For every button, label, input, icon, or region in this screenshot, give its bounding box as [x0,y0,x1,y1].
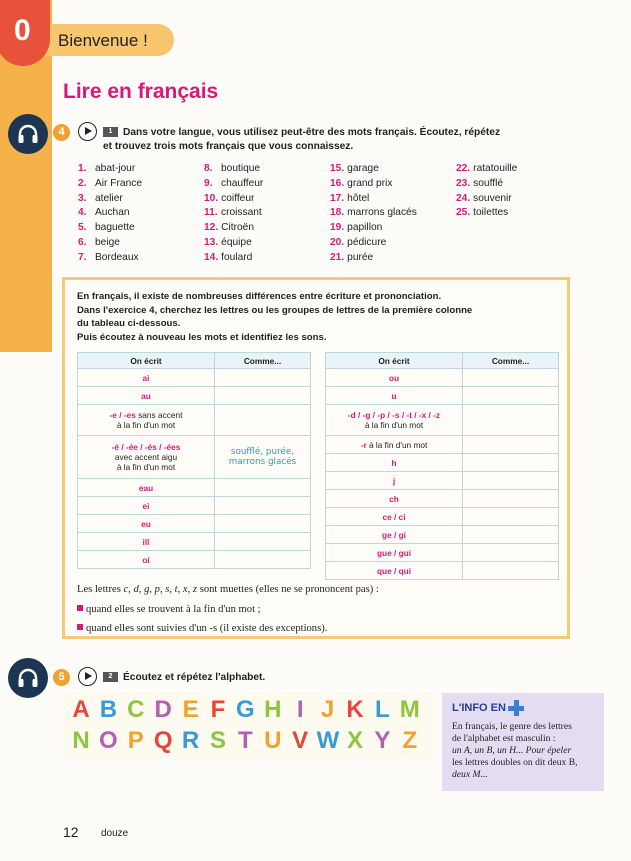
info-text [452,721,597,781]
alphabet-letter: A [72,696,90,723]
word-item [330,206,417,221]
word-number: 22. [456,163,471,174]
answer-cell[interactable] [463,472,559,490]
table-cell: h [326,454,463,472]
alphabet-letter: Z [402,727,418,754]
cell-text: avec accent aigu [114,452,178,462]
audio-headphones-icon[interactable] [8,658,48,698]
word-item [204,251,263,266]
exercise-instruction: Écoutez et répétez l'alphabet. [123,672,266,683]
alphabet-letter: S [209,727,226,754]
info-line: En français, le genre des lettres [452,721,572,732]
word-number: 21. [330,251,345,263]
word-text: souvenir [473,192,512,204]
track-number: 1 [103,127,118,137]
alphabet-letter: R [181,727,200,754]
sound-table-left [77,352,311,569]
word-text: Citroën [221,222,255,234]
table-cell [78,405,215,436]
answer-cell[interactable] [463,405,559,436]
word-number: 19. [330,222,345,234]
word-number: 8. [204,163,213,174]
word-number: 18. [330,207,345,219]
alphabet-letter: G [236,696,255,723]
table-cell: ce / ci [326,508,463,526]
track-number: 2 [103,672,118,682]
word-text: hôtel [347,192,370,204]
word-number: 12. [204,222,219,234]
word-number: 15. [330,163,345,174]
alphabet-letter: J [320,696,335,723]
section-title: Lire en français [63,80,219,103]
table-cell: eau [78,479,215,497]
word-item [78,206,142,221]
word-text: boutique [221,163,261,174]
intro-line: En français, il existe de nombreuses différences entre écriture et prononciation. [77,291,442,302]
alphabet-letter: U [264,727,282,754]
alphabet-letter: D [154,696,172,723]
exercise-number: 4 [53,124,70,141]
table-cell: u [326,387,463,405]
word-text: équipe [221,236,252,248]
answer-cell[interactable] [463,526,559,544]
alphabet-letter: E [182,696,199,723]
word-item [204,162,263,177]
handwritten-answer: marrons glacés [228,457,297,467]
alphabet-grid [62,692,434,758]
answer-cell[interactable] [215,551,311,569]
cell-text: sans accent [135,410,183,420]
word-text: pédicure [347,236,387,248]
plus-icon [508,700,524,716]
answer-cell[interactable] [463,544,559,562]
word-item [330,192,417,207]
table-cell [326,436,463,454]
word-item [330,221,417,236]
word-item [204,206,263,221]
table-cell: que / qui [326,562,463,580]
word-item [78,177,142,192]
word-number: 1. [78,163,87,174]
alphabet-letter: N [72,727,90,754]
word-number: 14. [204,251,219,263]
intro-line: du tableau ci-dessous. [77,318,181,330]
alphabet-letter: C [127,696,145,723]
word-item [78,251,142,266]
word-text: foulard [221,251,253,263]
word-text: grand prix [347,177,393,189]
answer-cell[interactable] [215,436,311,479]
rule-bullet [77,623,327,634]
word-number: 9. [204,177,213,189]
chapter-number: 0 [14,14,31,47]
alphabet-letter: W [316,727,340,754]
word-item [456,192,517,207]
bullet-icon [77,605,83,611]
word-text: atelier [95,192,123,204]
rule-text: Les lettres [77,584,124,595]
word-number: 13. [204,236,219,248]
alphabet-letter: M [399,696,420,723]
alphabet-letter: P [127,727,144,754]
rule-text: quand elles sont suivies d'un -s (il existe des exceptions). [86,623,328,634]
word-item [456,206,517,221]
info-line: un A, un B, un H... Pour épeler [452,745,572,757]
table-cell: ai [78,369,215,387]
word-item [456,177,517,192]
info-line: de l'alphabet est masculin : [452,733,556,745]
word-number: 4. [78,207,87,219]
table-cell: oi [78,551,215,569]
alphabet-letter: H [264,696,282,723]
word-item [330,236,417,251]
word-text: abat-jour [95,163,136,174]
table-cell [326,405,463,436]
word-text: toilettes [473,207,509,219]
table-cell: ge / gi [326,526,463,544]
exercise-instruction: et trouvez trois mots français que vous connaissez. [103,141,354,152]
answer-cell[interactable] [463,387,559,405]
table-cell: ei [78,497,215,515]
word-number: 25. [456,207,471,219]
exercise-instruction: Dans votre langue, vous utilisez peut-être des mots français. Écoutez, répétez [123,127,501,138]
word-text: coiffeur [221,192,255,204]
table-cell: ou [326,369,463,387]
word-column [456,162,517,221]
word-item [456,162,517,177]
word-number: 16. [330,177,345,189]
alphabet-letter: F [210,696,226,723]
word-item [204,221,263,236]
word-item [330,251,417,266]
word-text: marrons glacés [347,207,417,219]
pink-text: -d / -g / -p / -s / -t / -x / -z [347,410,441,420]
answer-cell[interactable] [215,533,311,551]
word-text: chauffeur [221,177,264,189]
answer-cell[interactable] [463,454,559,472]
answer-cell[interactable] [215,387,311,405]
word-item [78,192,142,207]
alphabet-letter: T [238,727,253,754]
table-cell: eu [78,515,215,533]
pink-text: -e / -es [109,410,136,420]
mute-letters-rule [77,584,379,595]
word-number: 17. [330,192,345,204]
page-number: 12 [63,824,79,840]
chapter-title: Bienvenue ! [58,31,148,50]
table-cell: ch [326,490,463,508]
alphabet-letter: B [99,696,118,723]
answer-cell[interactable] [215,479,311,497]
pink-text: -é / -ée / -és / -ées [111,442,181,452]
table-cell: j [326,472,463,490]
cell-text: à la fin d'un mot [364,420,424,430]
col-header: Comme... [215,353,311,369]
answer-cell[interactable] [463,562,559,580]
audio-headphones-icon[interactable] [8,114,48,154]
word-number: 7. [78,251,87,263]
intro-line: Dans l'exercice 4, cherchez les lettres ou les groupes de lettres de la première colonne [77,304,473,316]
exercise-number: 5 [53,669,70,686]
alphabet-letter: V [292,727,309,754]
handwritten-answer: soufflé, purée, [230,447,295,457]
info-box [442,693,604,791]
word-text: Air France [95,177,142,189]
word-number: 10. [204,192,219,204]
word-number: 3. [78,192,87,204]
word-column [330,162,417,266]
word-item [78,162,142,177]
word-item [78,221,142,236]
word-column [204,162,263,266]
table-cell: au [78,387,215,405]
box-intro [77,290,557,344]
answer-cell[interactable] [463,436,559,454]
alphabet-letter: X [346,727,363,754]
table-cell [78,436,215,479]
answer-cell[interactable] [463,369,559,387]
word-number: 5. [78,222,87,234]
word-number: 24. [456,192,471,204]
alphabet-letter: K [346,696,364,723]
word-item [330,177,417,192]
word-item [204,192,263,207]
answer-cell[interactable] [215,515,311,533]
intro-line: Puis écoutez à nouveau les mots et identifiez les sons. [77,331,327,343]
word-text: garage [347,163,379,174]
answer-cell[interactable] [215,405,311,436]
word-text: croissant [221,207,262,219]
alphabet-letter: O [99,727,118,754]
play-icon[interactable] [78,122,97,141]
word-item [204,177,263,192]
alphabet-letter: L [375,696,390,723]
word-text: Bordeaux [95,251,139,263]
word-text: beige [95,236,120,248]
word-item [330,162,417,177]
page-number-word: douze [101,828,129,839]
rule-text: quand elles se trouvent à la fin d'un mot ; [86,604,261,615]
answer-cell[interactable] [215,497,311,515]
col-header: On écrit [326,353,463,369]
rule-text: sont muettes (elles ne se prononcent pas) : [197,584,379,595]
answer-cell[interactable] [463,508,559,526]
info-line: deux M... [452,769,488,781]
cell-text: à la fin d'un mot [366,439,428,450]
info-title: L'INFO EN [452,702,506,714]
col-header: Comme... [463,353,559,369]
cell-text: à la fin d'un mot [116,462,176,472]
answer-cell[interactable] [215,369,311,387]
word-text: purée [347,251,374,263]
word-text: papillon [347,222,383,234]
word-item [78,236,142,251]
info-line: les lettres doubles on dit deux B, [452,757,578,769]
sound-table-right [325,352,559,580]
word-item [204,236,263,251]
word-number: 11. [204,207,218,219]
word-number: 6. [78,236,87,248]
word-text: soufflé [473,177,504,189]
word-number: 20. [330,236,345,248]
col-header: On écrit [78,353,215,369]
word-text: Auchan [95,207,130,219]
word-number: 23. [456,177,471,189]
rule-letters: c, d, g, p, s, t, x, z [123,584,198,595]
alphabet-letter: Q [153,727,173,754]
word-number: 2. [78,177,87,189]
answer-cell[interactable] [463,490,559,508]
word-text: baguette [95,222,135,234]
pink-text: -r [360,439,367,450]
bullet-icon [77,624,83,630]
alphabet-letter: Y [374,727,391,754]
table-cell: gue / gui [326,544,463,562]
word-text: ratatouille [473,163,518,174]
cell-text: à la fin d'un mot [116,420,176,430]
table-cell: ill [78,533,215,551]
pronunciation-box [62,277,570,639]
word-column [78,162,142,266]
play-icon[interactable] [78,667,97,686]
rule-bullet [77,604,261,615]
alphabet-letter: I [296,696,304,723]
